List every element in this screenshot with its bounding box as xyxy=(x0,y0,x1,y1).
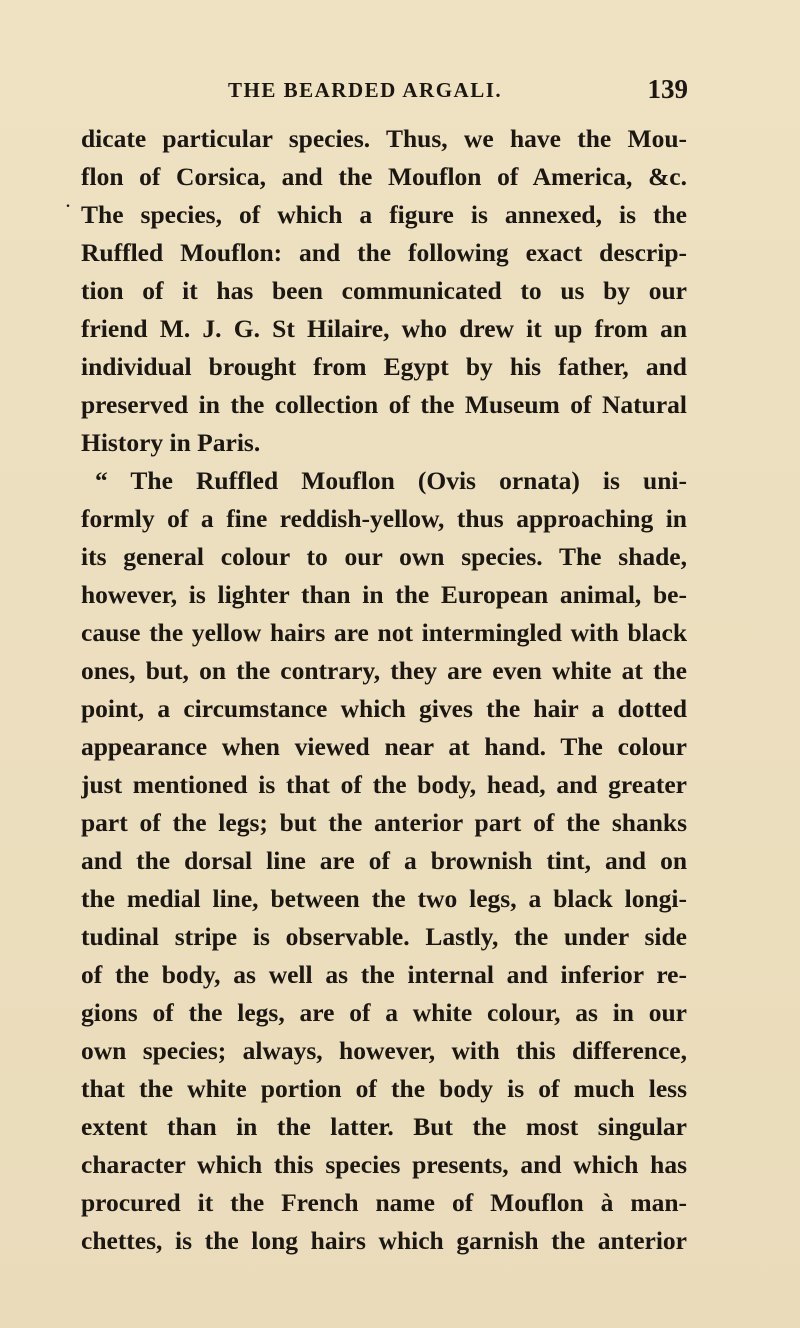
text-line: character which this species presents, and which has xyxy=(81,1150,687,1179)
text-line: own species; always, however, with this difference, xyxy=(81,1036,687,1065)
text-line: cause the yellow hairs are not intermingled with black xyxy=(81,618,687,647)
text-line: gions of the legs, are of a white colour, as in our xyxy=(81,998,687,1027)
page-header xyxy=(228,74,688,114)
text-line: tudinal stripe is observable. Lastly, the under side xyxy=(81,922,687,951)
running-title: THE BEARDED ARGALI. xyxy=(228,78,503,102)
text-line: its general colour to our own species. The shade, xyxy=(81,542,687,571)
text-line: extent than in the latter. But the most singular xyxy=(81,1112,687,1141)
text-line: just mentioned is that of the body, head, and greater xyxy=(81,770,687,799)
text-line: procured it the French name of Mouflon à man- xyxy=(81,1188,687,1217)
margin-mark: . xyxy=(66,194,70,211)
text-line: the medial line, between the two legs, a black longi- xyxy=(81,884,687,913)
text-line: The species, of which a figure is annexed, is the xyxy=(81,200,687,229)
text-line: friend M. J. G. St Hilaire, who drew it up from an xyxy=(81,314,687,343)
text-line: that the white portion of the body is of much less xyxy=(81,1074,687,1103)
text-line: of the body, as well as the internal and inferior re- xyxy=(81,960,687,989)
text-line: individual brought from Egypt by his father, and xyxy=(81,352,687,381)
text-line: dicate particular species. Thus, we have the Mou- xyxy=(81,124,687,153)
text-line: ones, but, on the contrary, they are even white at the xyxy=(81,656,687,685)
text-line: however, is lighter than in the European animal, be- xyxy=(81,580,687,609)
body-text xyxy=(81,120,687,1260)
text-line: preserved in the collection of the Museum of Natural xyxy=(81,390,687,419)
text-line: part of the legs; but the anterior part of the shanks xyxy=(81,808,687,837)
page-number: 139 xyxy=(647,74,688,104)
text-line: Ruffled Mouflon: and the following exact descrip- xyxy=(81,238,687,267)
text-line: tion of it has been communicated to us by our xyxy=(81,276,687,305)
text-line: formly of a fine reddish-yellow, thus approaching in xyxy=(81,504,687,533)
text-line: appearance when viewed near at hand. The colour xyxy=(81,732,687,761)
text-line: chettes, is the long hairs which garnish the anterior xyxy=(81,1226,687,1255)
text-line: flon of Corsica, and the Mouflon of America, &c. xyxy=(81,162,687,191)
text-line: and the dorsal line are of a brownish tint, and on xyxy=(81,846,687,875)
text-line: “ The Ruffled Mouflon (Ovis ornata) is uni- xyxy=(95,466,687,495)
text-line: History in Paris. xyxy=(81,428,261,457)
text-line: point, a circumstance which gives the hair a dotted xyxy=(81,694,687,723)
